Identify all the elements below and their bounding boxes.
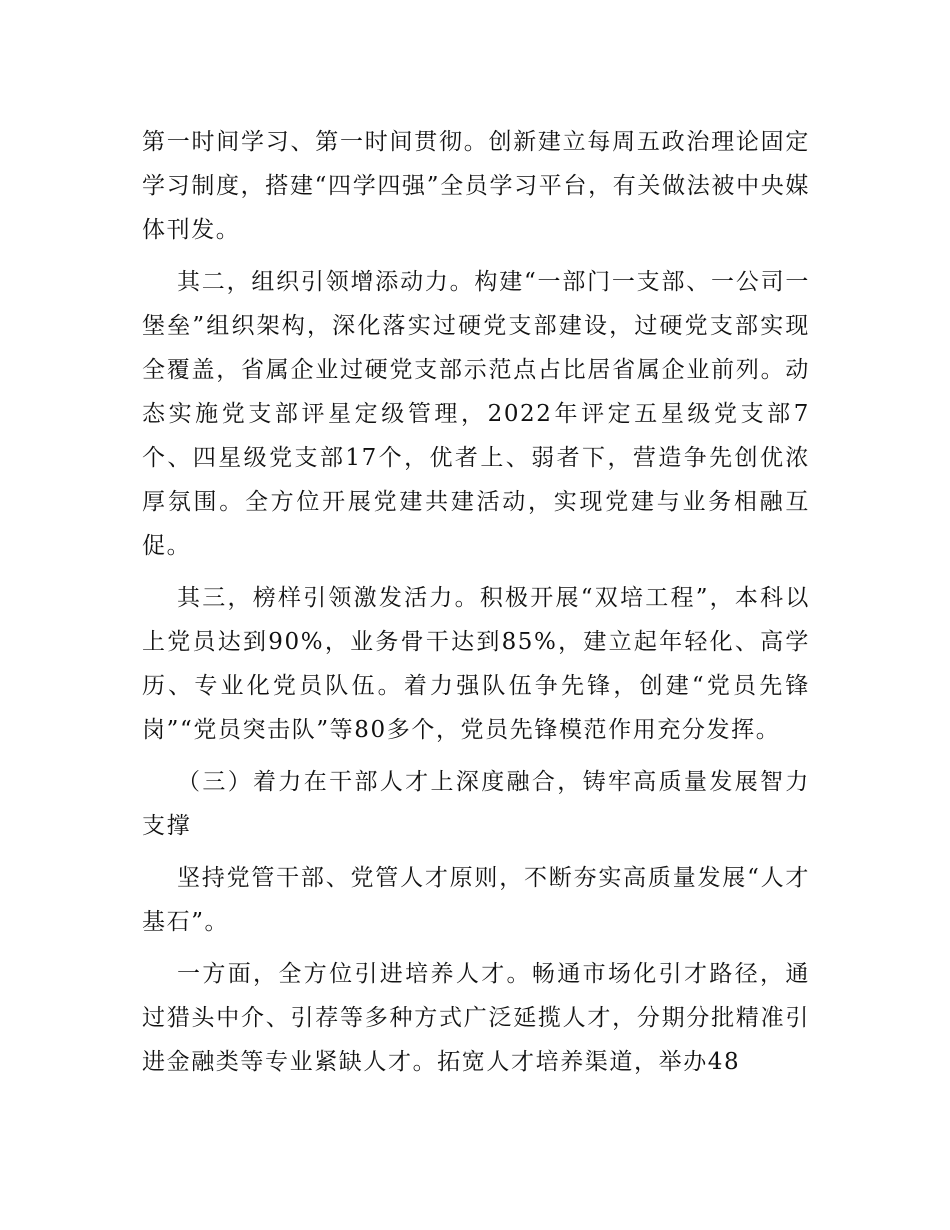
paragraph-role-model: 其三，榜样引领激发活力。积极开展“双培工程”，本科以上党员达到90%，业务骨干达到85%，建立起年轻化、高学历、专业化党员队伍。着力强队伍争先锋，创建“党员先锋岗”“党员突击队”等80多个，党员先锋模范作用充分发挥。	[142, 585, 810, 743]
paragraph-talent-recruitment: 一方面，全方位引进培养人才。畅通市场化引才路径，通过猎头中介、引荐等多种方式广泛延揽人才，分期分批精准引进金融类等专业紧缺人才。拓宽人才培养渠道，举办48	[142, 961, 810, 1075]
paragraph-organization: 其二，组织引领增添动力。构建“一部门一支部、一公司一堡垒”组织架构，深化落实过硬党支部建设，过硬党支部实现全覆盖，省属企业过硬党支部示范点占比居省属企业前列。动态实施党支部评星定级管理，2022年评定五星级党支部7个、四星级党支部17个，优者上、弱者下，营造争先创优浓厚氛围。全方位开展党建共建活动，实现党建与业务相融互促。	[142, 269, 810, 559]
paragraph-continued: 第一时间学习、第一时间贯彻。创新建立每周五政治理论固定学习制度，搭建“四学四强”全员学习平台，有关做法被中央媒体刊发。	[142, 129, 810, 243]
paragraph-talent-principle: 坚持党管干部、党管人才原则，不断夯实高质量发展“人才基石”。	[142, 865, 810, 935]
document-page	[142, 120, 810, 1092]
section-heading: （三）着力在干部人才上深度融合，铸牢高质量发展智力支撑	[142, 769, 810, 839]
